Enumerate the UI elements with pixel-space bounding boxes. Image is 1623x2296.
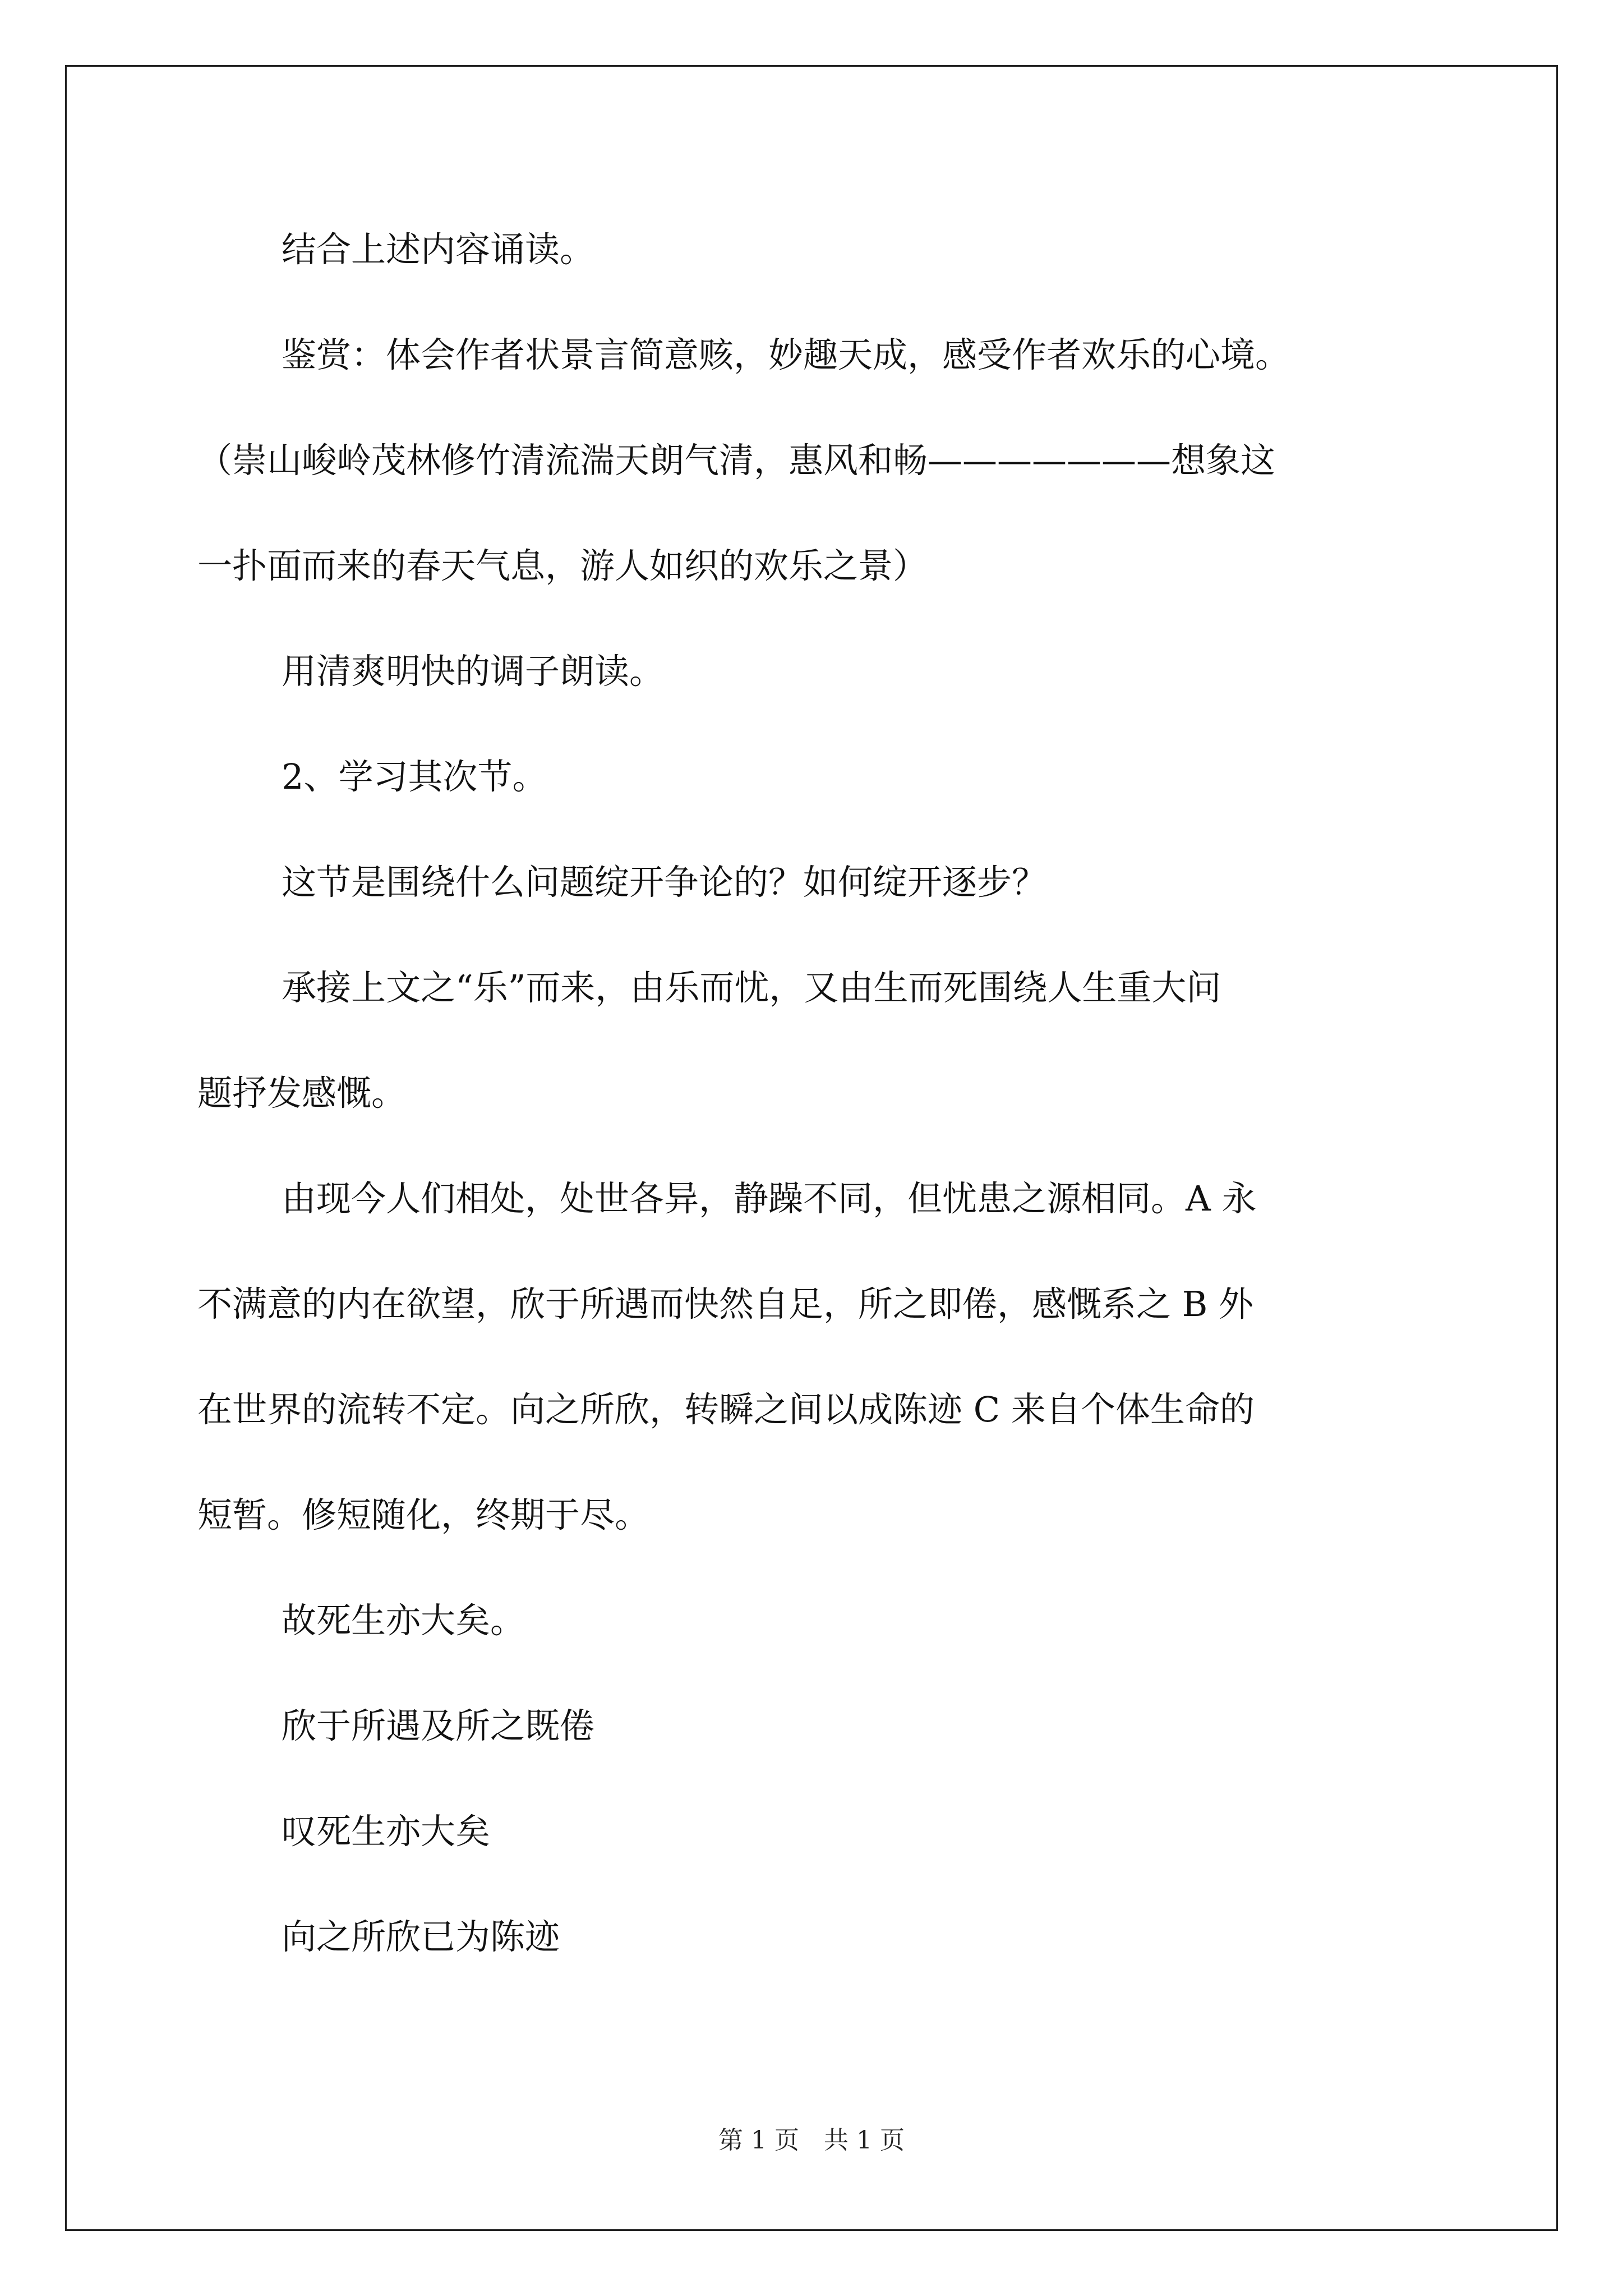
- text-line-2: 鉴赏：体会作者状景言简意赅，妙趣天成，感受作者欢乐的心境。: [282, 334, 1290, 375]
- text-line-14: 故死生亦大矣。: [282, 1600, 525, 1641]
- text-line-12: 在世界的流转不定。向之所欣，转瞬之间以成陈迹 C 来自个体生命的: [197, 1389, 1255, 1430]
- text-line-16: 叹死生亦大矣: [282, 1811, 491, 1852]
- text-line-13: 短暂。修短随化，终期于尽。: [197, 1494, 650, 1535]
- text-line-6: 2、学习其次节。: [282, 756, 547, 797]
- text-line-3: （崇山峻岭茂林修竹清流湍天朗气清，惠风和畅———————想象这: [197, 440, 1276, 481]
- page-border: [65, 65, 1558, 2231]
- text-line-11: 不满意的内在欲望，欣于所遇而快然自足，所之即倦，感慨系之 B 外: [197, 1283, 1253, 1324]
- page-footer: 第 1 页 共 1 页: [718, 2126, 905, 2155]
- text-line-9: 题抒发感慨。: [197, 1073, 407, 1114]
- text-line-5: 用清爽明快的调子朗读。: [282, 651, 665, 692]
- text-line-17: 向之所欣已为陈迹: [282, 1916, 560, 1957]
- text-line-4: 一扑面而来的春天气息，游人如织的欢乐之景）: [197, 545, 928, 586]
- text-line-10: 由现今人们相处，处世各异，静躁不同，但忧患之源相同。A 永: [282, 1178, 1257, 1219]
- text-line-15: 欣于所遇及所之既倦: [282, 1705, 595, 1746]
- text-line-1: 结合上述内容诵读。: [282, 229, 595, 270]
- text-line-8: 承接上文之“乐”而来，由乐而忧，又由生而死围绕人生重大问: [282, 967, 1221, 1008]
- text-line-7: 这节是围绕什么问题绽开争论的？如何绽开逐步？: [282, 862, 1047, 903]
